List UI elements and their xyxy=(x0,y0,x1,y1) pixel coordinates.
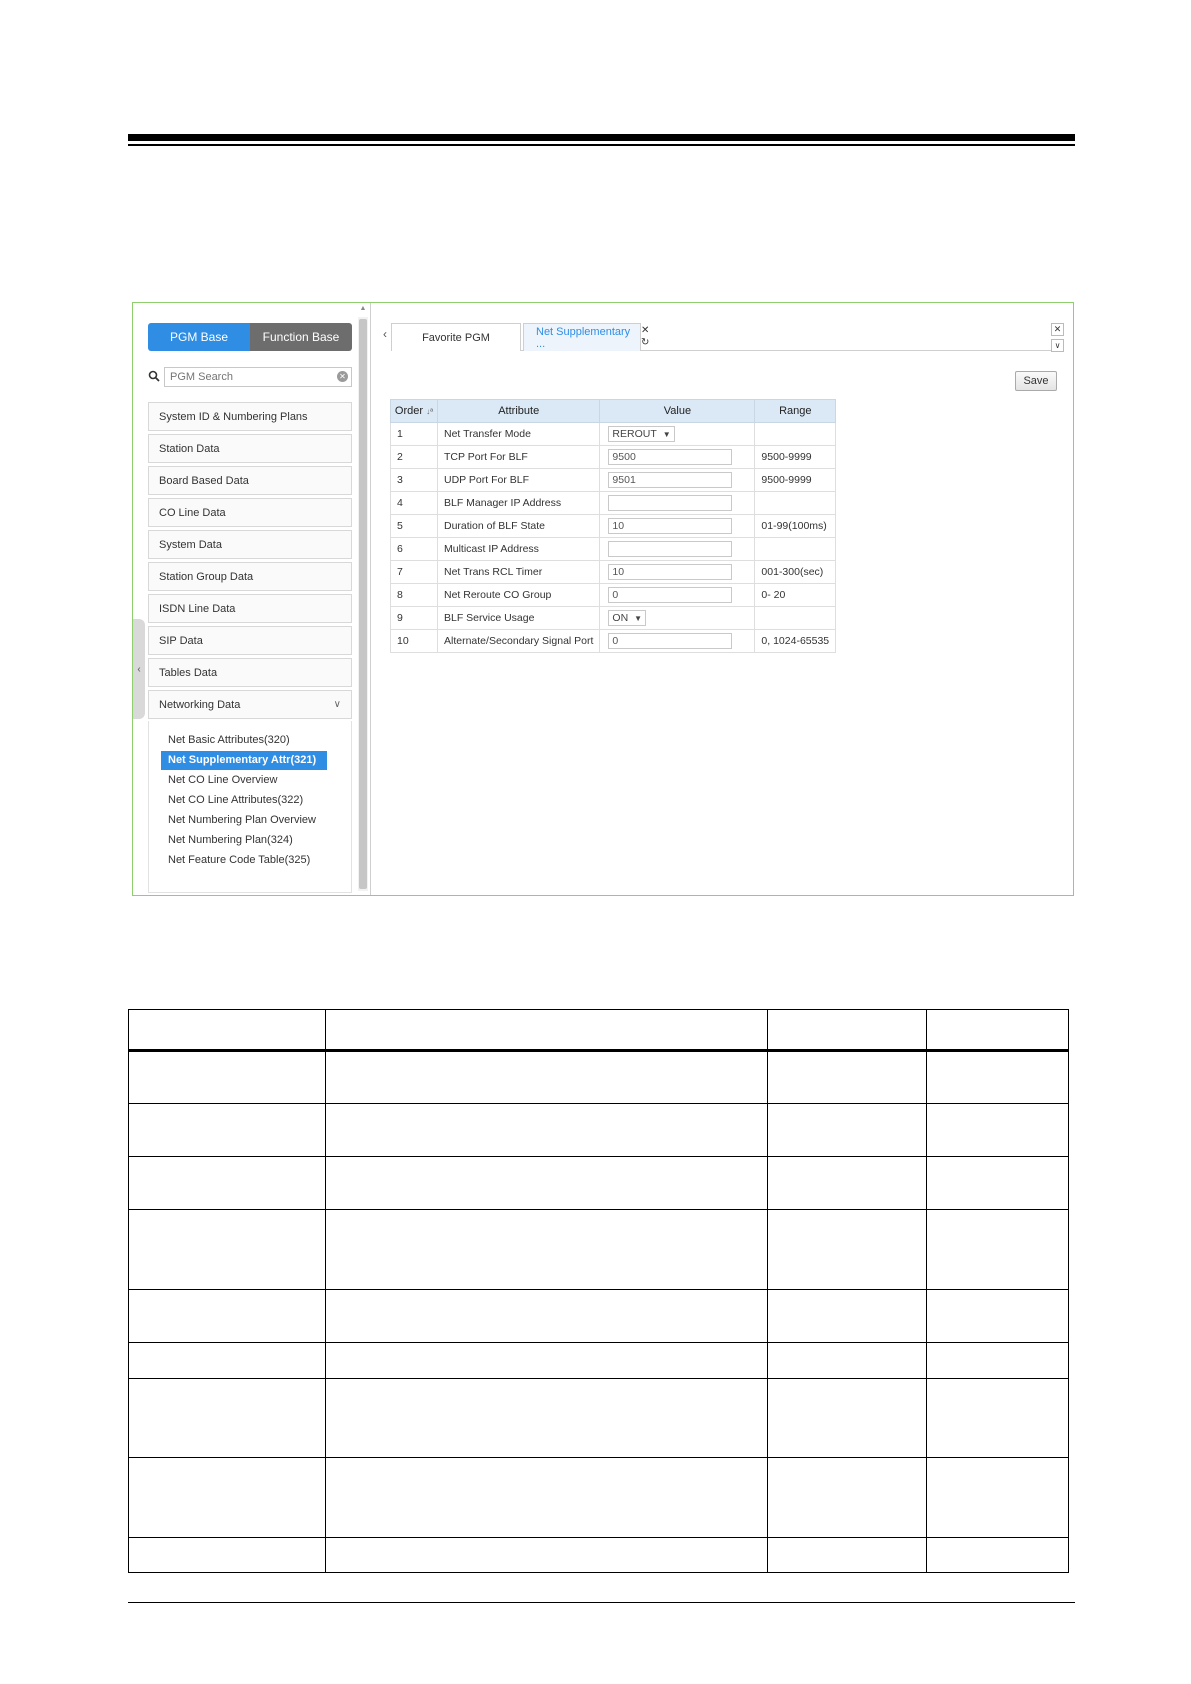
value-cell xyxy=(600,538,755,561)
range-cell: 0- 20 xyxy=(755,584,836,607)
submenu-item-net-basic-attributes[interactable]: Net Basic Attributes(320) xyxy=(168,734,290,746)
value-select[interactable] xyxy=(608,426,674,442)
table-cell xyxy=(129,1104,326,1157)
scroll-up-icon[interactable]: ▲ xyxy=(359,305,367,312)
value-cell xyxy=(600,607,755,630)
base-tabs xyxy=(148,323,352,351)
table-cell xyxy=(129,1010,326,1051)
save-button[interactable]: Save xyxy=(1015,371,1057,391)
close-icon[interactable]: ✕ xyxy=(641,325,650,336)
scrollbar-thumb[interactable] xyxy=(359,319,367,889)
select-value: ON xyxy=(612,612,629,624)
table-header-row xyxy=(391,400,836,423)
value-input[interactable]: 0 xyxy=(608,633,732,649)
table-body xyxy=(391,423,836,653)
table-cell xyxy=(768,1210,927,1290)
table-cell xyxy=(326,1104,768,1157)
value-cell xyxy=(600,630,755,653)
table-row[interactable] xyxy=(391,607,836,630)
sidebar-item-label: Station Data xyxy=(159,442,220,455)
submenu-item-net-numbering-plan-overview[interactable]: Net Numbering Plan Overview xyxy=(168,814,316,826)
networking-submenu xyxy=(148,721,352,893)
search-icon[interactable] xyxy=(148,370,160,382)
table-cell xyxy=(927,1104,1069,1157)
table-cell xyxy=(927,1010,1069,1051)
table-header-row xyxy=(129,1010,1069,1051)
table-row[interactable] xyxy=(391,538,836,561)
table-cell xyxy=(927,1157,1069,1210)
table-cell xyxy=(927,1538,1069,1573)
range-cell xyxy=(755,492,836,515)
value-input[interactable] xyxy=(608,495,732,511)
value-input[interactable]: 9501 xyxy=(608,472,732,488)
sidebar-item-board-based-data[interactable] xyxy=(148,466,352,495)
range-cell: 001-300(sec) xyxy=(755,561,836,584)
table-row xyxy=(129,1157,1069,1210)
content-panel xyxy=(371,303,1073,895)
table-cell xyxy=(768,1458,927,1538)
sidebar-item-sip-data[interactable] xyxy=(148,626,352,655)
value-cell xyxy=(600,561,755,584)
table-cell xyxy=(768,1538,927,1573)
value-cell xyxy=(600,446,755,469)
tab-net-supplementary[interactable] xyxy=(523,323,641,351)
sidebar-item-station-data[interactable] xyxy=(148,434,352,463)
table-cell xyxy=(927,1379,1069,1458)
sidebar-item-label: System ID & Numbering Plans xyxy=(159,410,308,423)
range-cell: 01-99(100ms) xyxy=(755,515,836,538)
order-cell: 10 xyxy=(391,630,438,653)
table-cell xyxy=(768,1379,927,1458)
column-header-label: Order xyxy=(394,405,424,417)
order-cell: 4 xyxy=(391,492,438,515)
order-cell: 7 xyxy=(391,561,438,584)
table-row[interactable] xyxy=(391,584,836,607)
table-cell xyxy=(326,1210,768,1290)
submenu-item-net-supplementary-attr[interactable]: Net Supplementary Attr(321) xyxy=(161,751,327,770)
sidebar-scrollbar[interactable] xyxy=(358,317,368,891)
attribute-cell: BLF Manager IP Address xyxy=(438,492,600,515)
table-row xyxy=(129,1538,1069,1573)
range-cell xyxy=(755,607,836,630)
table-cell xyxy=(326,1290,768,1343)
left-panel xyxy=(133,303,371,895)
table-cell xyxy=(129,1157,326,1210)
table-cell xyxy=(129,1051,326,1104)
table-row[interactable] xyxy=(391,492,836,515)
table-cell xyxy=(129,1538,326,1573)
footer-rule xyxy=(128,1602,1075,1603)
sidebar-item-label: System Data xyxy=(159,538,222,551)
table-row[interactable] xyxy=(391,561,836,584)
table-row[interactable] xyxy=(391,515,836,538)
refresh-icon[interactable]: ↻ xyxy=(641,337,650,348)
table-cell xyxy=(927,1290,1069,1343)
screenshot-frame xyxy=(132,302,1074,896)
sidebar-item-station-group-data[interactable] xyxy=(148,562,352,591)
sidebar-item-label: ISDN Line Data xyxy=(159,602,236,615)
sidebar-item-system-id[interactable] xyxy=(148,402,352,431)
sidebar-item-label: Board Based Data xyxy=(159,474,249,487)
order-cell: 3 xyxy=(391,469,438,492)
table-cell xyxy=(768,1010,927,1051)
dropdown-arrow-icon[interactable]: ▼ xyxy=(662,430,671,439)
clear-icon[interactable]: ✕ xyxy=(337,371,348,382)
value-select[interactable] xyxy=(608,610,646,626)
value-cell xyxy=(600,584,755,607)
order-cell: 8 xyxy=(391,584,438,607)
value-cell xyxy=(600,515,755,538)
table-cell xyxy=(129,1210,326,1290)
order-cell: 6 xyxy=(391,538,438,561)
table-cell xyxy=(326,1343,768,1379)
column-header-value: Value xyxy=(600,400,755,423)
range-cell xyxy=(755,423,836,446)
sort-icon[interactable]: ↓ª xyxy=(426,407,434,416)
table-row xyxy=(129,1290,1069,1343)
chevron-down-icon[interactable]: ∨ xyxy=(333,699,341,710)
column-header-order[interactable] xyxy=(391,400,438,423)
submenu-item-net-feature-code-table[interactable]: Net Feature Code Table(325) xyxy=(168,854,311,866)
table-row xyxy=(129,1458,1069,1538)
sidebar-item-label: Networking Data xyxy=(159,698,241,711)
table-cell xyxy=(768,1104,927,1157)
chevron-left-icon: ‹ xyxy=(137,663,141,675)
attribute-cell: BLF Service Usage xyxy=(438,607,600,630)
search-row xyxy=(148,367,352,387)
table-row xyxy=(129,1051,1069,1104)
attribute-cell: UDP Port For BLF xyxy=(438,469,600,492)
table-cell xyxy=(129,1290,326,1343)
tab-favorite-pgm[interactable] xyxy=(391,323,521,351)
table-row[interactable] xyxy=(391,630,836,653)
sidebar-item-label: Tables Data xyxy=(159,666,218,679)
table-row xyxy=(129,1210,1069,1290)
table-cell xyxy=(768,1051,927,1104)
table-cell xyxy=(326,1379,768,1458)
table-row[interactable] xyxy=(391,423,836,446)
chevron-down-icon[interactable]: ∨ xyxy=(1051,339,1064,352)
column-header-range: Range xyxy=(755,400,836,423)
value-cell xyxy=(600,469,755,492)
table-row xyxy=(129,1343,1069,1379)
column-header-attribute: Attribute xyxy=(438,400,600,423)
table-row xyxy=(129,1104,1069,1157)
value-input[interactable] xyxy=(608,541,732,557)
range-cell: 9500-9999 xyxy=(755,469,836,492)
table-cell xyxy=(326,1458,768,1538)
order-cell: 2 xyxy=(391,446,438,469)
table-cell xyxy=(927,1051,1069,1104)
table-cell xyxy=(129,1343,326,1379)
header-rule-thick xyxy=(128,134,1075,141)
attribute-table xyxy=(390,399,836,653)
chevron-left-icon[interactable]: ‹ xyxy=(383,327,387,341)
attribute-cell: TCP Port For BLF xyxy=(438,446,600,469)
table-cell xyxy=(768,1343,927,1379)
value-input[interactable]: 10 xyxy=(608,518,732,534)
sidebar-item-label: Station Group Data xyxy=(159,570,254,583)
table-row[interactable] xyxy=(391,469,836,492)
sidebar-menu xyxy=(148,402,352,722)
document-table xyxy=(128,1009,1069,1573)
table-cell xyxy=(768,1157,927,1210)
attribute-cell: Net Trans RCL Timer xyxy=(438,561,600,584)
table-cell xyxy=(326,1157,768,1210)
table-row[interactable] xyxy=(391,446,836,469)
submenu-item-net-co-line-overview[interactable]: Net CO Line Overview xyxy=(168,774,278,786)
sidebar-item-label: CO Line Data xyxy=(159,506,226,519)
table-cell xyxy=(768,1290,927,1343)
value-input[interactable]: 9500 xyxy=(608,449,732,465)
table-cell xyxy=(927,1343,1069,1379)
attribute-cell: Net Reroute CO Group xyxy=(438,584,600,607)
range-cell xyxy=(755,538,836,561)
sidebar-item-system-data[interactable] xyxy=(148,530,352,559)
close-icon[interactable]: ✕ xyxy=(1051,323,1064,336)
sidebar-item-co-line-data[interactable] xyxy=(148,498,352,527)
collapse-sidebar-handle[interactable] xyxy=(133,619,145,719)
attribute-cell: Net Transfer Mode xyxy=(438,423,600,446)
search-input[interactable] xyxy=(164,367,352,387)
attribute-cell: Multicast IP Address xyxy=(438,538,600,561)
value-cell xyxy=(600,492,755,515)
order-cell: 5 xyxy=(391,515,438,538)
tab-label: Favorite PGM xyxy=(422,331,490,344)
table-cell xyxy=(129,1379,326,1458)
submenu-item-net-numbering-plan[interactable]: Net Numbering Plan(324) xyxy=(168,834,293,846)
table-cell xyxy=(326,1051,768,1104)
submenu-item-net-co-line-attributes[interactable]: Net CO Line Attributes(322) xyxy=(168,794,304,806)
table-cell xyxy=(927,1210,1069,1290)
order-cell: 9 xyxy=(391,607,438,630)
value-input[interactable]: 10 xyxy=(608,564,732,580)
attribute-cell: Duration of BLF State xyxy=(438,515,600,538)
range-cell: 9500-9999 xyxy=(755,446,836,469)
sidebar-item-isdn-line-data[interactable] xyxy=(148,594,352,623)
sidebar-item-networking-data[interactable] xyxy=(148,690,352,719)
header-rule-thin xyxy=(128,144,1075,146)
dropdown-arrow-icon[interactable]: ▼ xyxy=(634,614,643,623)
table-cell xyxy=(927,1458,1069,1538)
tab-label: Net Supplementary ... xyxy=(536,325,631,350)
table-row xyxy=(129,1379,1069,1458)
table-cell xyxy=(326,1538,768,1573)
order-cell: 1 xyxy=(391,423,438,446)
table-cell xyxy=(129,1458,326,1538)
attribute-cell: Alternate/Secondary Signal Port xyxy=(438,630,600,653)
sidebar-item-tables-data[interactable] xyxy=(148,658,352,687)
sidebar-item-label: SIP Data xyxy=(159,634,203,647)
value-input[interactable]: 0 xyxy=(608,587,732,603)
select-value: REROUT xyxy=(612,428,657,440)
table-cell xyxy=(326,1010,768,1051)
value-cell xyxy=(600,423,755,446)
tab-pgm-base[interactable]: PGM Base xyxy=(148,323,250,351)
tab-function-base[interactable]: Function Base xyxy=(250,323,352,351)
range-cell: 0, 1024-65535 xyxy=(755,630,836,653)
